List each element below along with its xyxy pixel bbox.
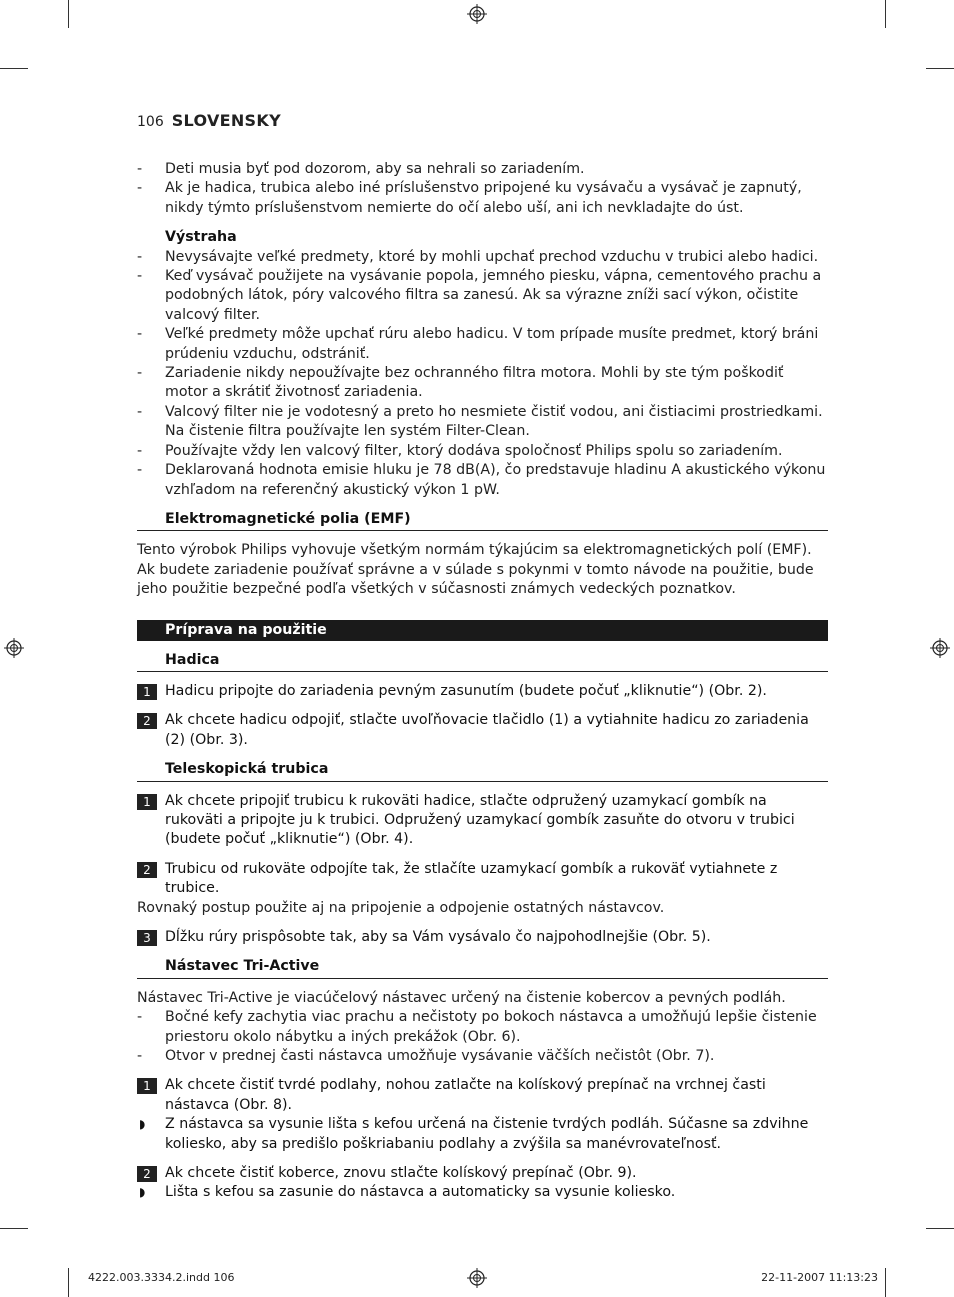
step-item <box>137 1164 828 1183</box>
step-item <box>137 1076 828 1115</box>
step-item <box>137 682 828 701</box>
list-item: - Zariadenie nikdy nepoužívajte bez ochranného filtra motora. Mohli by ste tým poškodiť motor a skrátiť životnosť zariadenia. <box>137 364 828 403</box>
step-text: Ak chcete hadicu odpojiť, stlačte uvoľňovacie tlačidlo (1) a vytiahnite hadicu zo zariadenia (2) (Obr. 3). <box>165 712 809 748</box>
step-text: Hadicu pripojte do zariadenia pevným zasunutím (budete počuť „kliknutie“) (Obr. 2). <box>165 682 767 699</box>
step-item <box>137 860 828 899</box>
list-item: - Ak je hadica, trubica alebo iné príslušenstvo pripojené ku vysávaču a vysávač je zapnutý, nikdy týmto príslušenstvom nemierte do očí alebo uší, ani ich nevkladajte do úst. <box>137 179 828 218</box>
step-number: 1 <box>137 1078 157 1094</box>
step-text: Ak chcete pripojiť trubicu k rukoväti hadice, stlačte odpružený uzamykací gombík na rukoväti a pripojte ju k trubici. Odpružený uzamykací gombík zasuňte do otvoru v trubici (budete počuť „kliknutie“) (Obr. 4). <box>165 792 795 848</box>
step-number: 2 <box>137 862 157 878</box>
crop-mark <box>0 68 28 69</box>
result-item <box>137 1183 828 1202</box>
result-text: Lišta s kefou sa zasunie do nástavca a automaticky sa vysunie koliesko. <box>165 1184 676 1201</box>
crop-mark <box>926 68 954 69</box>
result-item <box>137 1115 828 1154</box>
tube-note: Rovnaký postup použite aj na pripojenie a odpojenie ostatných nástavcov. <box>137 899 665 916</box>
registration-mark-icon <box>930 638 950 658</box>
tube-title: Teleskopická trubica <box>137 760 828 781</box>
crop-mark <box>68 1268 69 1297</box>
crop-mark <box>885 0 886 28</box>
registration-mark-icon <box>4 638 24 658</box>
emf-text: Tento výrobok Philips vyhovuje všetkým normám týkajúcim sa elektromagnetických polí (EMF). Ak budete zariadenie používať správne a v súlade s pokynmi v tomto návode na použitie, bude jeho použitie bezpečné podľa všetkých v súčasnosti známych vedeckých poznatkov. <box>137 542 814 598</box>
crop-mark <box>0 1228 28 1229</box>
step-number: 2 <box>137 1166 157 1182</box>
triactive-intro: Nástavec Tri-Active je viacúčelový nástavec určený na čistenie kobercov a pevných podláh. <box>137 989 786 1006</box>
list-item: - Valcový filter nie je vodotesný a preto ho nesmiete čistiť vodou, ani čistiacimi prostriedkami. Na čistenie filtra používajte len systém Filter-Clean. <box>137 403 828 442</box>
page-number: 106 <box>137 114 164 130</box>
list-item: - Deti musia byť pod dozorom, aby sa nehrali so zariadením. <box>137 160 828 179</box>
result-arrow-icon: ◗ <box>139 1117 146 1132</box>
page-header <box>137 111 281 130</box>
registration-mark-icon <box>467 4 487 24</box>
step-item <box>137 792 828 850</box>
emf-title: Elektromagnetické polia (EMF) <box>137 510 828 531</box>
list-item: - Veľké predmety môže upchať rúru alebo hadicu. V tom prípade musíte predmet, ktorý bráni prúdeniu vzduchu, odstrániť. <box>137 325 828 364</box>
step-number: 3 <box>137 930 157 946</box>
warning-title: Výstraha <box>165 229 237 246</box>
registration-mark-icon <box>467 1268 487 1288</box>
footer-date: 22-11-2007 11:13:23 <box>761 1271 878 1284</box>
step-text: Ak chcete čistiť koberce, znovu stlačte kolískový prepínač (Obr. 9). <box>165 1165 637 1182</box>
list-item: - Nevysávajte veľké predmety, ktoré by mohli upchať prechod vzduchu v trubici alebo hadici. <box>137 248 828 267</box>
hose-title: Hadica <box>137 651 828 672</box>
list-item: - Deklarovaná hodnota emisie hluku je 78 dB(A), čo predstavuje hladinu A akustického výkonu vzhľadom na referenčný akustický výkon 1 pW. <box>137 461 828 500</box>
crop-mark <box>68 0 69 28</box>
triactive-title: Nástavec Tri-Active <box>137 957 828 978</box>
step-text: Trubicu od rukoväte odpojíte tak, že stlačíte uzamykací gombík a rukoväť vytiahnete z trubice. <box>165 860 778 897</box>
step-item <box>137 928 828 947</box>
list-item: - Otvor v prednej časti nástavca umožňuje vysávanie väčších nečistôt (Obr. 7). <box>137 1047 828 1066</box>
result-arrow-icon: ◗ <box>139 1185 146 1200</box>
list-item: - Bočné kefy zachytia viac prachu a nečistoty po bokoch nástavca a umožňujú lepšie čistenie priestoru okolo nábytku a iných prekážok (Obr. 6). <box>137 1008 828 1047</box>
step-text: Ak chcete čistiť tvrdé podlahy, nohou zatlačte na kolískový prepínač na vrchnej časti nástavca (Obr. 8). <box>165 1077 766 1113</box>
step-item <box>137 711 828 750</box>
step-text: Dĺžku rúry prispôsobte tak, aby sa Vám vysávalo čo najpohodlnejšie (Obr. 5). <box>165 929 711 945</box>
list-item: - Keď vysávač použijete na vysávanie popola, jemného piesku, vápna, cementového prachu a podobných látok, póry valcového filtra sa zanesú. Ak sa výrazne zníži sací výkon, očistite valcový filter. <box>137 267 828 325</box>
step-number: 2 <box>137 713 157 729</box>
step-number: 1 <box>137 794 157 810</box>
list-item: - Používajte vždy len valcový filter, ktorý dodáva spoločnosť Philips spolu so zariadením. <box>137 442 828 461</box>
section-bar-preparation: Príprava na použitie <box>137 620 828 641</box>
step-number: 1 <box>137 684 157 700</box>
crop-mark <box>885 1268 886 1297</box>
crop-mark <box>926 1228 954 1229</box>
result-text: Z nástavca sa vysunie lišta s kefou určená na čistenie tvrdých podláh. Súčasne sa zdvihne koliesko, aby sa predišlo poškriabaniu podlahy a zvýšila sa manévrovateľnosť. <box>165 1116 809 1152</box>
language-title: SLOVENSKY <box>171 111 281 130</box>
footer-file: 4222.003.3334.2.indd 106 <box>88 1271 235 1284</box>
page-content <box>137 160 828 1203</box>
